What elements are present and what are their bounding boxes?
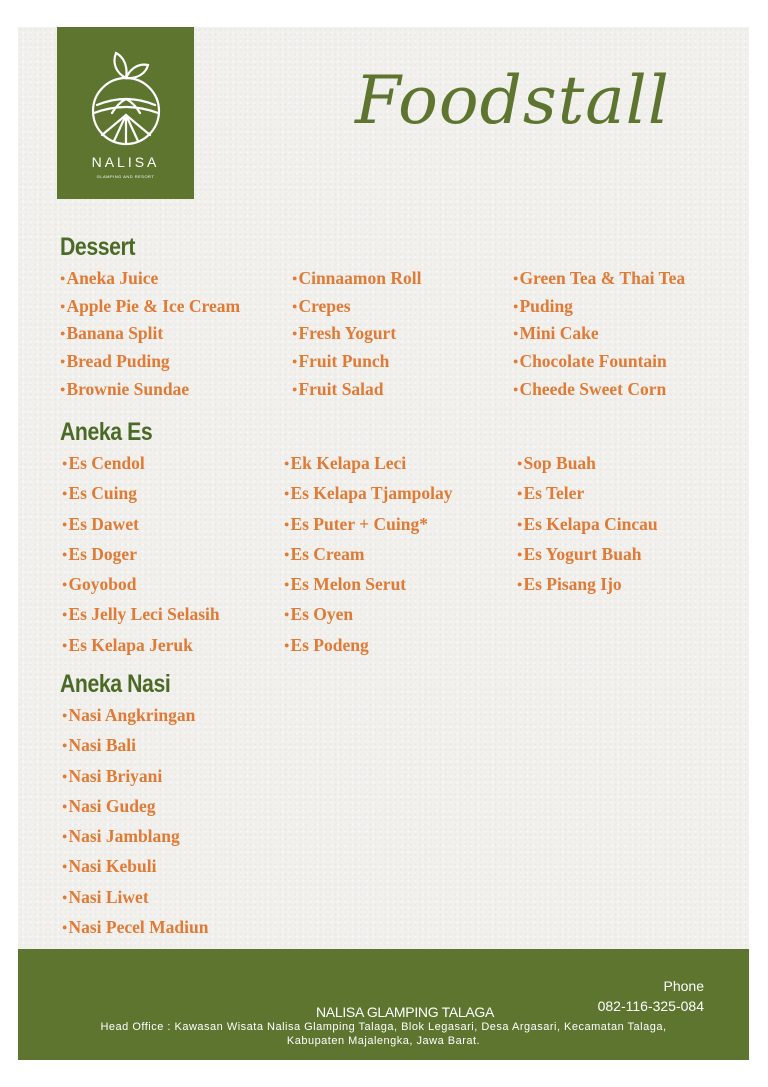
brand-logo xyxy=(57,27,194,199)
menu-item: ● Es Doger xyxy=(62,539,220,569)
menu-item: ● Es Kelapa Jeruk xyxy=(62,630,220,660)
menu-item: ● Es Teler xyxy=(517,478,658,508)
menu-item: ● Banana Split xyxy=(60,320,240,348)
menu-item: ● Goyobod xyxy=(62,569,220,599)
menu-item: ● Nasi Liwet xyxy=(62,882,208,912)
dessert-column-2 xyxy=(292,265,421,403)
menu-item: ● Es Puter + Cuing* xyxy=(284,509,453,539)
address-line-1: Head Office : Kawasan Wisata Nalisa Glamping Talaga, Blok Legasari, Desa Argasari, Kecamatan Talaga, xyxy=(100,1021,667,1033)
aneka-es-column-3 xyxy=(517,448,658,599)
menu-item: ● Es Melon Serut xyxy=(284,569,453,599)
menu-item: ● Es Jelly Leci Selasih xyxy=(62,599,220,629)
section-heading-aneka-nasi: Aneka Nasi xyxy=(60,670,171,698)
section-heading-dessert: Dessert xyxy=(60,233,135,261)
menu-item: ● Crepes xyxy=(292,293,421,321)
aneka-nasi-column-1 xyxy=(62,700,208,942)
menu-item: ● Aneka Juice xyxy=(60,265,240,293)
footer xyxy=(18,949,749,1060)
menu-item: ● Es Podeng xyxy=(284,630,453,660)
address-line-2: Kabupaten Majalengka, Jawa Barat. xyxy=(286,1035,481,1047)
menu-item: ● Es Cuing xyxy=(62,478,220,508)
menu-item: ● Es Yogurt Buah xyxy=(517,539,658,569)
menu-item: ● Nasi Briyani xyxy=(62,761,208,791)
footer-business-name: NALISA GLAMPING TALAGA xyxy=(316,1004,495,1020)
dessert-column-3 xyxy=(513,265,685,403)
page-title: Foodstall xyxy=(355,62,670,139)
menu-item: ● Fruit Salad xyxy=(292,376,421,404)
menu-item: ● Es Pisang Ijo xyxy=(517,569,658,599)
menu-item: ● Brownie Sundae xyxy=(60,376,240,404)
menu-item: ● Es Dawet xyxy=(62,509,220,539)
menu-item: ● Nasi Pecel Madiun xyxy=(62,912,208,942)
menu-item: ● Nasi Jamblang xyxy=(62,821,208,851)
section-heading-aneka-es: Aneka Es xyxy=(60,418,153,446)
menu-item: ● Ek Kelapa Leci xyxy=(284,448,453,478)
menu-item: ● Es Kelapa Tjampolay xyxy=(284,478,453,508)
logo-tagline: GLAMPING AND RESORT xyxy=(96,174,155,179)
menu-item: ● Mini Cake xyxy=(513,320,685,348)
menu-item: ● Es Oyen xyxy=(284,599,453,629)
menu-item: ● Es Kelapa Cincau xyxy=(517,509,658,539)
menu-item: ● Es Cendol xyxy=(62,448,220,478)
menu-item: ● Es Cream xyxy=(284,539,453,569)
logo-name: NALISA xyxy=(91,154,160,170)
aneka-es-column-2 xyxy=(284,448,453,660)
menu-item: ● Fresh Yogurt xyxy=(292,320,421,348)
menu-item: ● Sop Buah xyxy=(517,448,658,478)
menu-item: ● Nasi Bali xyxy=(62,730,208,760)
menu-item: ● Cinnaamon Roll xyxy=(292,265,421,293)
footer-address xyxy=(18,1020,749,1048)
menu-item: ● Nasi Kebuli xyxy=(62,851,208,881)
menu-item: ● Bread Puding xyxy=(60,348,240,376)
menu-item: ● Green Tea & Thai Tea xyxy=(513,265,685,293)
dessert-column-1 xyxy=(60,265,240,403)
menu-item: ● Chocolate Fountain xyxy=(513,348,685,376)
menu-item: ● Nasi Angkringan xyxy=(62,700,208,730)
aneka-es-column-1 xyxy=(62,448,220,660)
menu-item: ● Cheede Sweet Corn xyxy=(513,376,685,404)
menu-item: ● Puding xyxy=(513,293,685,321)
leaf-globe-icon xyxy=(88,41,164,151)
phone-label: Phone xyxy=(663,978,704,994)
menu-item: ● Fruit Punch xyxy=(292,348,421,376)
phone-number: 082-116-325-084 xyxy=(597,998,704,1014)
menu-item: ● Nasi Gudeg xyxy=(62,791,208,821)
menu-item: ● Apple Pie & Ice Cream xyxy=(60,293,240,321)
